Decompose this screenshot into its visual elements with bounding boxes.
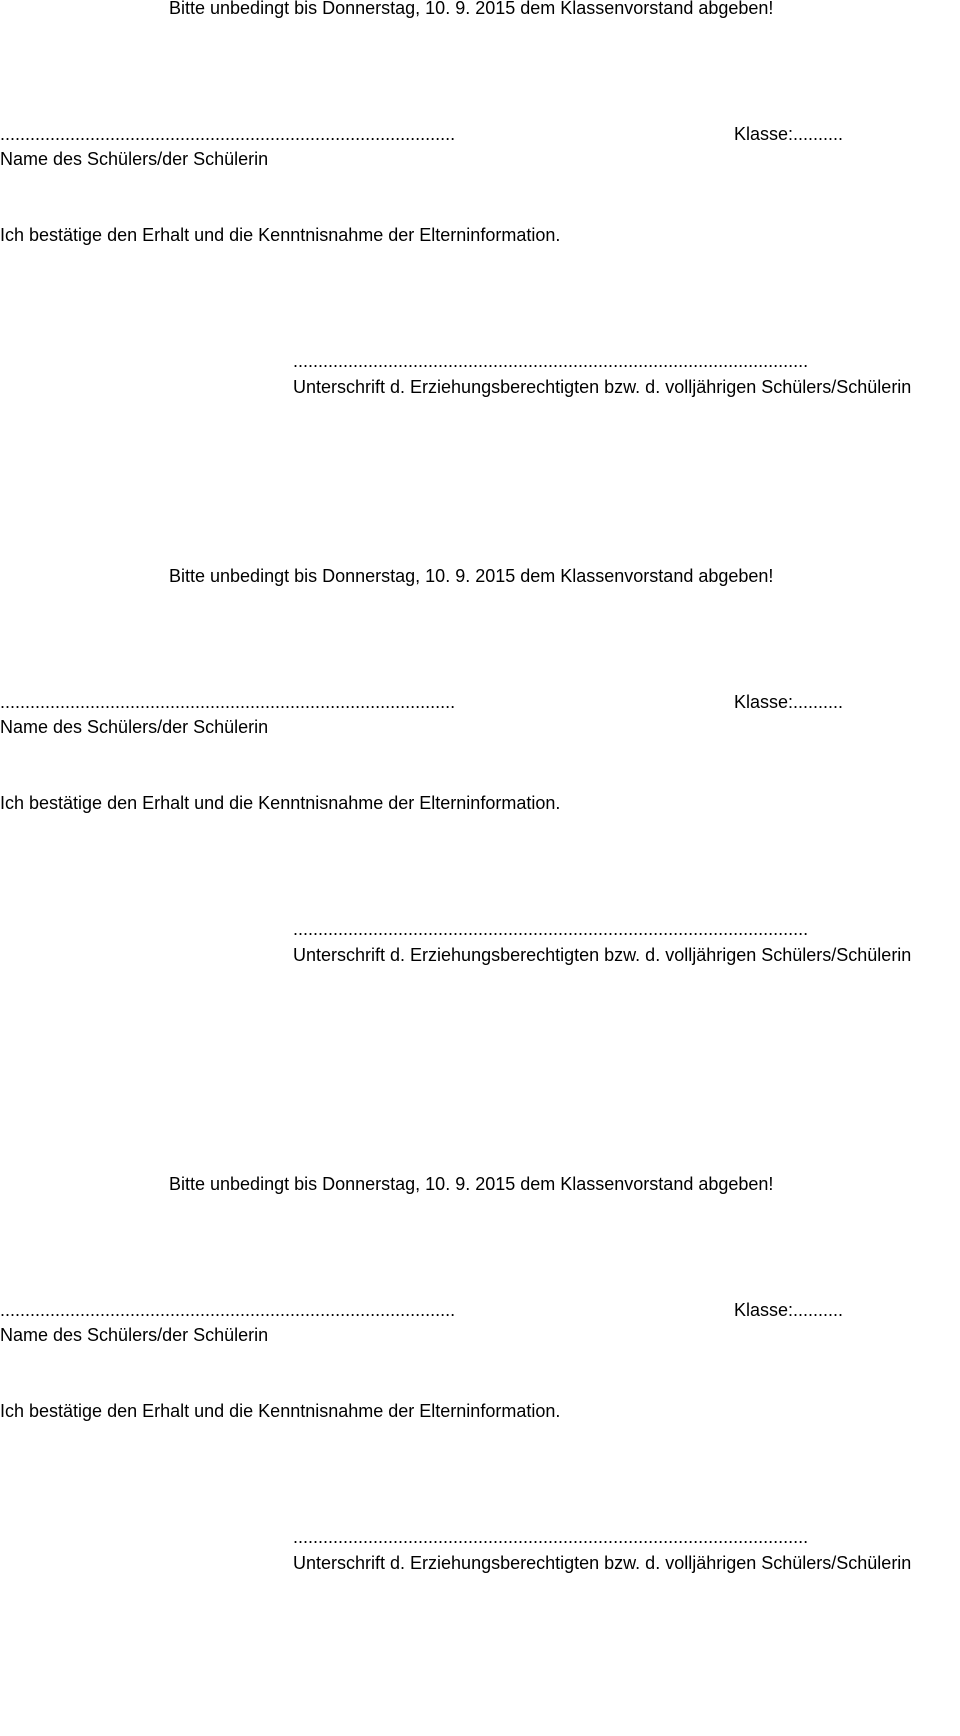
confirmation-statement: Ich bestätige den Erhalt und die Kenntnisnahme der Elterninformation.: [0, 225, 561, 245]
signature-line: .......................................................................................................: [293, 1527, 809, 1547]
signature-caption: Unterschrift d. Erziehungsberechtigten bzw. d. volljährigen Schülers/Schülerin: [293, 1553, 912, 1573]
deadline-instruction: Bitte unbedingt bis Donnerstag, 10. 9. 2015 dem Klassenvorstand abgeben!: [169, 0, 774, 18]
signature-caption: Unterschrift d. Erziehungsberechtigten bzw. d. volljährigen Schülers/Schülerin: [293, 377, 912, 397]
student-name-caption: Name des Schülers/der Schülerin: [0, 149, 269, 169]
signature-line: .......................................................................................................: [293, 351, 809, 371]
deadline-instruction: Bitte unbedingt bis Donnerstag, 10. 9. 2015 dem Klassenvorstand abgeben!: [169, 1174, 774, 1194]
acknowledgement-form-3: [0, 1176, 960, 1736]
student-name-line: ...........................................................................................: [0, 1300, 456, 1320]
deadline-instruction: Bitte unbedingt bis Donnerstag, 10. 9. 2015 dem Klassenvorstand abgeben!: [169, 566, 774, 586]
class-field: Klasse:..........: [734, 1300, 844, 1320]
student-name-caption: Name des Schülers/der Schülerin: [0, 717, 269, 737]
student-name-line: ...........................................................................................: [0, 124, 456, 144]
acknowledgement-form-2: [0, 568, 960, 1128]
signature-caption: Unterschrift d. Erziehungsberechtigten bzw. d. volljährigen Schülers/Schülerin: [293, 945, 912, 965]
acknowledgement-form-1: [0, 0, 960, 560]
class-field: Klasse:..........: [734, 692, 844, 712]
class-field: Klasse:..........: [734, 124, 844, 144]
student-name-caption: Name des Schülers/der Schülerin: [0, 1325, 269, 1345]
confirmation-statement: Ich bestätige den Erhalt und die Kenntnisnahme der Elterninformation.: [0, 793, 561, 813]
student-name-line: ...........................................................................................: [0, 692, 456, 712]
confirmation-statement: Ich bestätige den Erhalt und die Kenntnisnahme der Elterninformation.: [0, 1401, 561, 1421]
signature-line: .......................................................................................................: [293, 919, 809, 939]
